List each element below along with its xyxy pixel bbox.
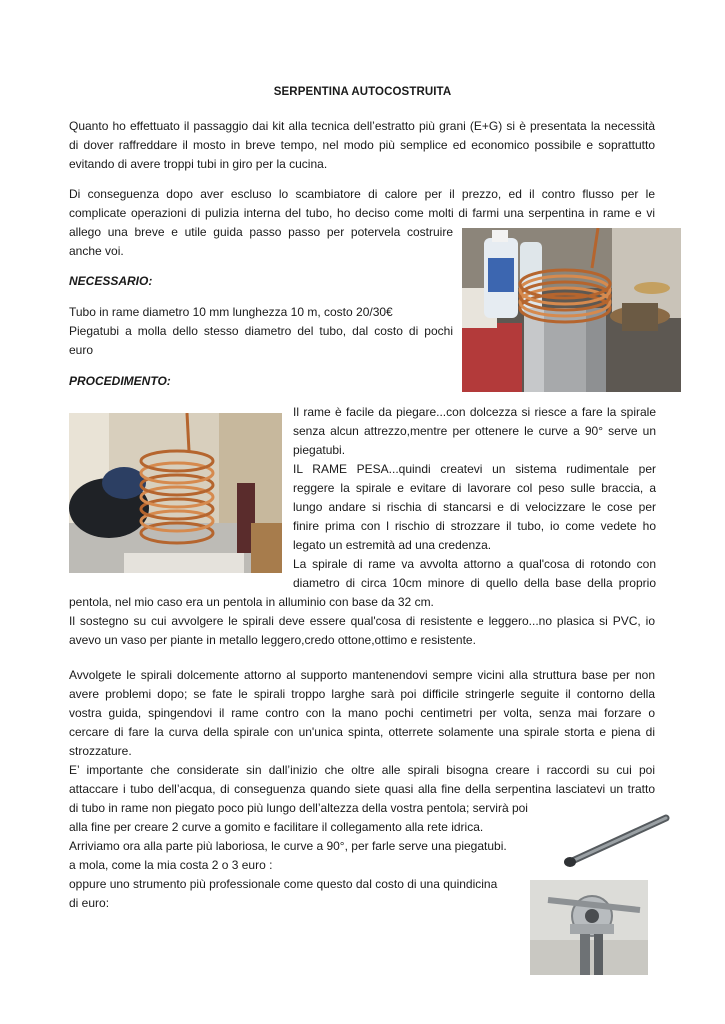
text-line: senza alcun attrezzo,mentre per ottenere le curve a 90° serve un [293,424,656,438]
text-line: avere problemi dopo; se fate le spirali troppo larghe sarà poi difficile stringerle seguite il contorno della [69,687,655,701]
text-line: complicate operazioni di pulizia interna del tubo, ho deciso come molti di farmi una serpentina in rame e vi [69,206,655,220]
text-line: a mola, come la mia costa 2 o 3 euro : [69,858,273,872]
text-line: Quanto ho effettuato il passaggio dai kit alla tecnica dell’estratto più grani (E+G) si è presentata la necessità [69,119,655,133]
text-line: di tubo in rame non piegato poco più lungo dell’altezza della vostra pentola; servirà poi [69,801,528,815]
wrap-paragraph [69,666,655,913]
necessario-paragraph [69,303,453,360]
lever-bender-drawing [530,880,648,975]
text-line: attaccare i tubo dell’acqua, di conseguenza quando siete quasi alla fine della serpentina lasciatevi un tratto [69,782,655,796]
text-line: E’ importante che considerate sin dall’inizio che oltre alle spirali bisogna creare i raccordi su cui poi [69,763,655,777]
text-line: Di conseguenza dopo aver escluso lo scambiatore di calore per il prezzo, ed il contro flusso per le [69,187,655,201]
text-line: La spirale di rame va avvolta attorno a qual'cosa di rotondo con [293,557,656,571]
photo-lever-pipe-bender [530,880,648,975]
text-line: euro [69,343,94,357]
procedimento-continuation [69,593,655,650]
text-line: finire prima con l rischio di strozzare il tubo, io come vedete ho [293,519,656,533]
text-line: diametro di circa 10cm minore di quello della base della proprio [293,576,656,590]
text-line: Tubo in rame diametro 10 mm lunghezza 10 m, costo 20/30€ [69,305,393,319]
text-line: oppure uno strumento più professionale come questo dal costo di una quindicina [69,877,498,891]
shelf-photo-drawing [69,413,282,573]
text-line: IL RAME PESA...quindi createvi un sistema rudimentale per [293,462,656,476]
text-line: vostra guida, spingendovi il rame contro con la mano pochi centimetri per volta, senza mai forzare o [69,706,655,720]
text-line: pentola, nel mio caso era un pentola in alluminio con base da 32 cm. [69,595,434,609]
section-heading-necessario: NECESSARIO: [69,274,153,288]
text-line: reggere la spirale e evitare di lavorare col peso sulle braccia, a [293,481,656,495]
section-heading-procedimento: PROCEDIMENTO: [69,374,171,388]
photo-copper-coil-on-shelf [69,413,282,573]
photo-spring-pipe-bender [560,812,670,872]
text-line: anche voi. [69,244,124,258]
text-line: lungo andare si rischia di stancarsi e di velocizzare le cose per [293,500,656,514]
text-line: Piegatubi a molla dello stesso diametro del tubo, dal costo di pochi [69,324,453,338]
text-line: alla fine per creare 2 curve a gomito e facilitare il collegamento alla rete idrica. [69,820,484,834]
procedimento-right-column [293,403,656,593]
intro-paragraph [69,117,655,174]
text-line: evitando di avere troppi tubi in giro per la cucina. [69,157,328,171]
text-line: Arriviamo ora alla parte più laboriosa, le curve a 90°, per farle serve una piegatubi. [69,839,507,853]
text-line: Il rame è facile da piegare...con dolcezza si riesce a fare la spirale [293,405,656,419]
text-line: strozzature. [69,744,132,758]
text-line: avevo un vaso per piante in metallo leggero,credo ottone,ottimo e resistente. [69,633,476,647]
text-line: piegatubi. [293,443,346,457]
photo-copper-coil-on-pot [462,228,681,392]
text-line: allego una breve e utile guida passo passo per potervela costruire [69,225,453,239]
pot-photo-drawing [462,228,681,392]
text-line: di dover raffreddare il mosto in breve tempo, nel modo più semplice ed economico possibile e soprattutto [69,138,655,152]
text-line: cercare di fare la curva della spirale con un'unica spinta, otterrete solamente una spirale storta e piena di [69,725,655,739]
text-line: Il sostegno su cui avvolgere le spirali deve essere qual'cosa di resistente e leggero...no plasica si PVC, io [69,614,655,628]
text-line: legato un estremità ad una credenza. [293,538,492,552]
text-line: di euro: [69,896,110,910]
text-line: Avvolgete le spirali dolcemente attorno al supporto mantenendovi sempre vicini alla struttura base per non [69,668,655,682]
spring-bender-drawing [560,812,670,872]
document-title: SERPENTINA AUTOCOSTRUITA [273,86,452,98]
